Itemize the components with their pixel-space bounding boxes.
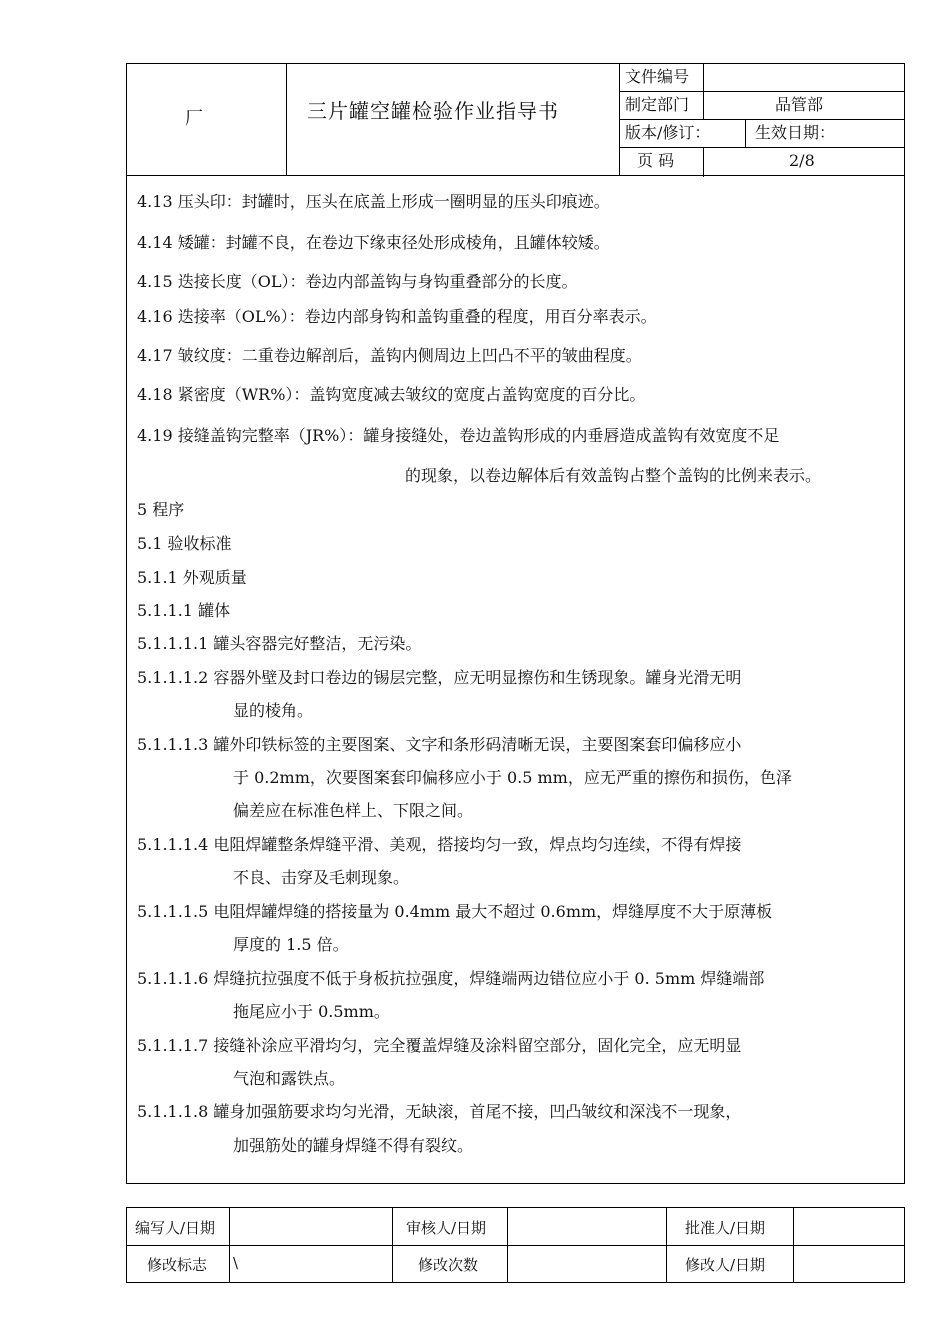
modifier-label: 修改人/日期	[685, 1256, 766, 1274]
mod-flag-value: \	[233, 1254, 239, 1272]
text-line: 的现象，以卷边解体后有效盖钩占整个盖钩的比例来表示。	[405, 466, 822, 485]
text-line: 5.1.1.1.2 容器外壁及封口卷边的锡层完整，应无明显擦伤和生锈现象。罐身光滑无明	[137, 668, 742, 687]
text-line: 气泡和露铁点。	[233, 1069, 346, 1088]
signoff-table	[126, 1207, 905, 1283]
text-line: 厚度的 1.5 倍。	[233, 935, 349, 954]
divider	[619, 91, 904, 92]
text-line: 拖尾应小于 0.5mm。	[233, 1002, 390, 1021]
text-line: 加强筋处的罐身焊缝不得有裂纹。	[233, 1136, 474, 1155]
text-line: 4.15 迭接长度（OL）：卷边内部盖钩与身钩重叠部分的长度。	[137, 272, 578, 291]
doc-number-label: 文件编号	[625, 67, 690, 86]
factory-name: 厂	[185, 108, 203, 129]
mod-count-label: 修改次数	[418, 1256, 479, 1274]
text-line: 4.13 压头印：封罐时，压头在底盖上形成一圈明显的压头印痕迹。	[137, 192, 610, 211]
writer-label: 编写人/日期	[135, 1219, 216, 1237]
text-line: 显的棱角。	[233, 701, 314, 720]
text-line: 不良、击穿及毛刺现象。	[233, 868, 410, 887]
text-line: 5.1.1.1.8 罐身加强筋要求均匀光滑，无缺滚，首尾不接，凹凸皱纹和深浅不一现象，	[137, 1102, 742, 1121]
text-line: 于 0.2mm，次要图案套印偏移应小于 0.5 mm，应无严重的擦伤和损伤，色泽	[233, 768, 792, 787]
effective-date-label: 生效日期：	[755, 123, 836, 142]
header-table	[126, 63, 905, 176]
dept-label: 制定部门	[625, 95, 690, 114]
section-heading: 5.1 验收标准	[137, 534, 232, 553]
text-line: 4.17 皱纹度：二重卷边解剖后，盖钩内侧周边上凹凸不平的皱曲程度。	[137, 346, 642, 365]
divider	[127, 1245, 904, 1246]
text-line: 4.18 紧密度（WR%）：盖钩宽度减去皱纹的宽度占盖钩宽度的百分比。	[137, 385, 646, 404]
document-body	[126, 175, 905, 1184]
section-heading: 5.1.1.1 罐体	[137, 601, 231, 620]
divider	[286, 64, 287, 175]
divider	[703, 92, 704, 120]
page-number: 2/8	[789, 151, 815, 170]
text-line: 5.1.1.1.5 电阻焊罐焊缝的搭接量为 0.4mm 最大不超过 0.6mm，焊缝厚度不大于原薄板	[137, 902, 773, 921]
text-line: 4.16 迭接率（OL%）：卷边内部身钩和盖钩重叠的程度，用百分率表示。	[137, 307, 657, 326]
document-title: 三片罐空罐检验作业指导书	[307, 99, 559, 123]
section-heading: 5.1.1 外观质量	[137, 568, 247, 587]
mod-flag-label: 修改标志	[147, 1256, 208, 1274]
reviewer-label: 审核人/日期	[406, 1219, 487, 1237]
text-line: 4.19 接缝盖钩完整率（JR%）：罐身接缝处，卷边盖钩形成的内垂唇造成盖钩有效宽度不足	[137, 426, 780, 445]
divider	[703, 64, 704, 92]
page-label: 页 码	[637, 151, 675, 170]
version-label: 版本/修订：	[625, 123, 711, 142]
divider	[619, 119, 904, 120]
approver-label: 批准人/日期	[685, 1219, 766, 1237]
text-line: 5.1.1.1.7 接缝补涂应平滑均匀，完全覆盖焊缝及涂料留空部分，固化完全，应无明显	[137, 1036, 742, 1055]
text-line: 5.1.1.1.3 罐外印铁标签的主要图案、文字和条形码清晰无误，主要图案套印偏移应小	[137, 735, 742, 754]
text-line: 5.1.1.1.4 电阻焊罐整条焊缝平滑、美观，搭接均匀一致，焊点均匀连续，不得有焊接	[137, 835, 742, 854]
dept-value: 品管部	[775, 95, 824, 114]
section-heading: 5 程序	[137, 500, 185, 519]
text-line: 5.1.1.1.1 罐头容器完好整洁，无污染。	[137, 634, 422, 653]
divider	[745, 120, 746, 148]
divider	[703, 148, 704, 177]
text-line: 5.1.1.1.6 焊缝抗拉强度不低于身板抗拉强度，焊缝端两边错位应小于 0. 5mm 焊缝端部	[137, 969, 765, 988]
divider	[619, 147, 904, 148]
text-line: 偏差应在标准色样上、下限之间。	[233, 801, 474, 820]
text-line: 4.14 矮罐：封罐不良，在卷边下缘束径处形成棱角，且罐体较矮。	[137, 233, 610, 252]
